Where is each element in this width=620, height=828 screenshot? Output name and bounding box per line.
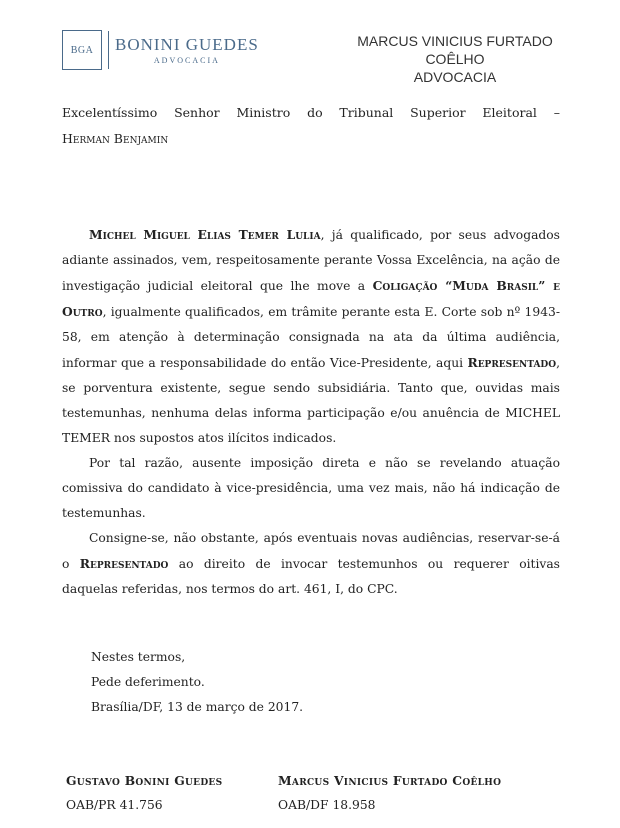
addr-word: Senhor — [174, 105, 220, 120]
text-run: , igualmente qualificados, em trâmite perante esta E. Corte sob nº 1943-58, em atenção à determinação consignada na ata da última audiência, informar que a responsabilidade do então Vice-Presidente, aqui — [62, 305, 560, 370]
bga-monogram: BGA — [62, 30, 102, 70]
text-run: , se porventura existente, segue sendo subsidiária. Tanto que, ouvidas mais testemunhas, nenhuma delas informa participação e/ou anuência de MICHEL TEMER nos supostos atos ilícitos indicados. — [62, 356, 560, 445]
paragraph-2: Por tal razão, ausente imposição direta e não se revelando atuação comissiva do candidato à vice-presidência, uma vez mais, não há indicação de testemunhas. — [62, 456, 560, 520]
text-run: , já qualificado, por seus advogados adiante assinados, vem, respeitosamente perante Vossa Excelência, na ação de investigação judicial eleitoral que lhe move a — [62, 228, 560, 293]
closing-line: Nestes termos, — [91, 650, 186, 664]
addr-word: – — [553, 105, 560, 120]
closing-date: Brasília/DF, 13 de março de 2017. — [91, 700, 304, 714]
brand-name: BONINI GUEDES — [115, 34, 259, 54]
party-name: Michel Miguel Elias Temer Lulia — [89, 227, 321, 242]
addr-word: Eleitoral — [482, 105, 537, 120]
signatory-oab: OAB/DF 18.958 — [278, 798, 376, 812]
closing-block — [91, 645, 303, 720]
petition-body — [62, 222, 560, 602]
mvfc-logo — [345, 32, 565, 86]
brand-block — [115, 36, 259, 65]
addr-word: do — [307, 105, 323, 120]
mvfc-name: MARCUS VINICIUS FURTADO COÊLHO — [357, 33, 553, 67]
signatory-name: Marcus Vinicius Furtado Coêlho — [278, 773, 502, 788]
signature-block-2 — [278, 768, 501, 818]
text-run: Consigne-se, não obstante, após eventuais novas audiências, reservar-se-á o — [62, 531, 560, 571]
signature-block-1 — [66, 768, 222, 818]
closing-line: Pede deferimento. — [91, 675, 205, 689]
addr-word: Excelentíssimo — [62, 105, 158, 120]
paragraph-1 — [62, 222, 560, 451]
paragraph-3 — [62, 526, 560, 602]
brand-sub: ADVOCACIA — [153, 55, 220, 65]
addressee-line-1 — [62, 100, 560, 126]
addressee-line-2: Herman Benjamin — [62, 131, 169, 146]
addressee — [62, 100, 560, 152]
bonini-guedes-logo — [62, 27, 259, 73]
representado-term: Representado — [79, 556, 169, 571]
addr-word: Superior — [410, 105, 466, 120]
logo-divider — [108, 31, 109, 69]
coalition-name: Coligação “Muda Brasil” e Outro — [62, 278, 561, 319]
mvfc-sub: ADVOCACIA — [413, 69, 497, 85]
addr-word: Tribunal — [339, 105, 394, 120]
signatory-name: Gustavo Bonini Guedes — [66, 773, 223, 788]
addr-word: Ministro — [236, 105, 291, 120]
text-run: ao direito de invocar testemunhos ou requerer oitivas daquelas referidas, nos termos do art. 461, I, do CPC. — [62, 557, 560, 596]
signatory-oab: OAB/PR 41.756 — [66, 798, 163, 812]
representado-term: Representado — [467, 355, 557, 370]
